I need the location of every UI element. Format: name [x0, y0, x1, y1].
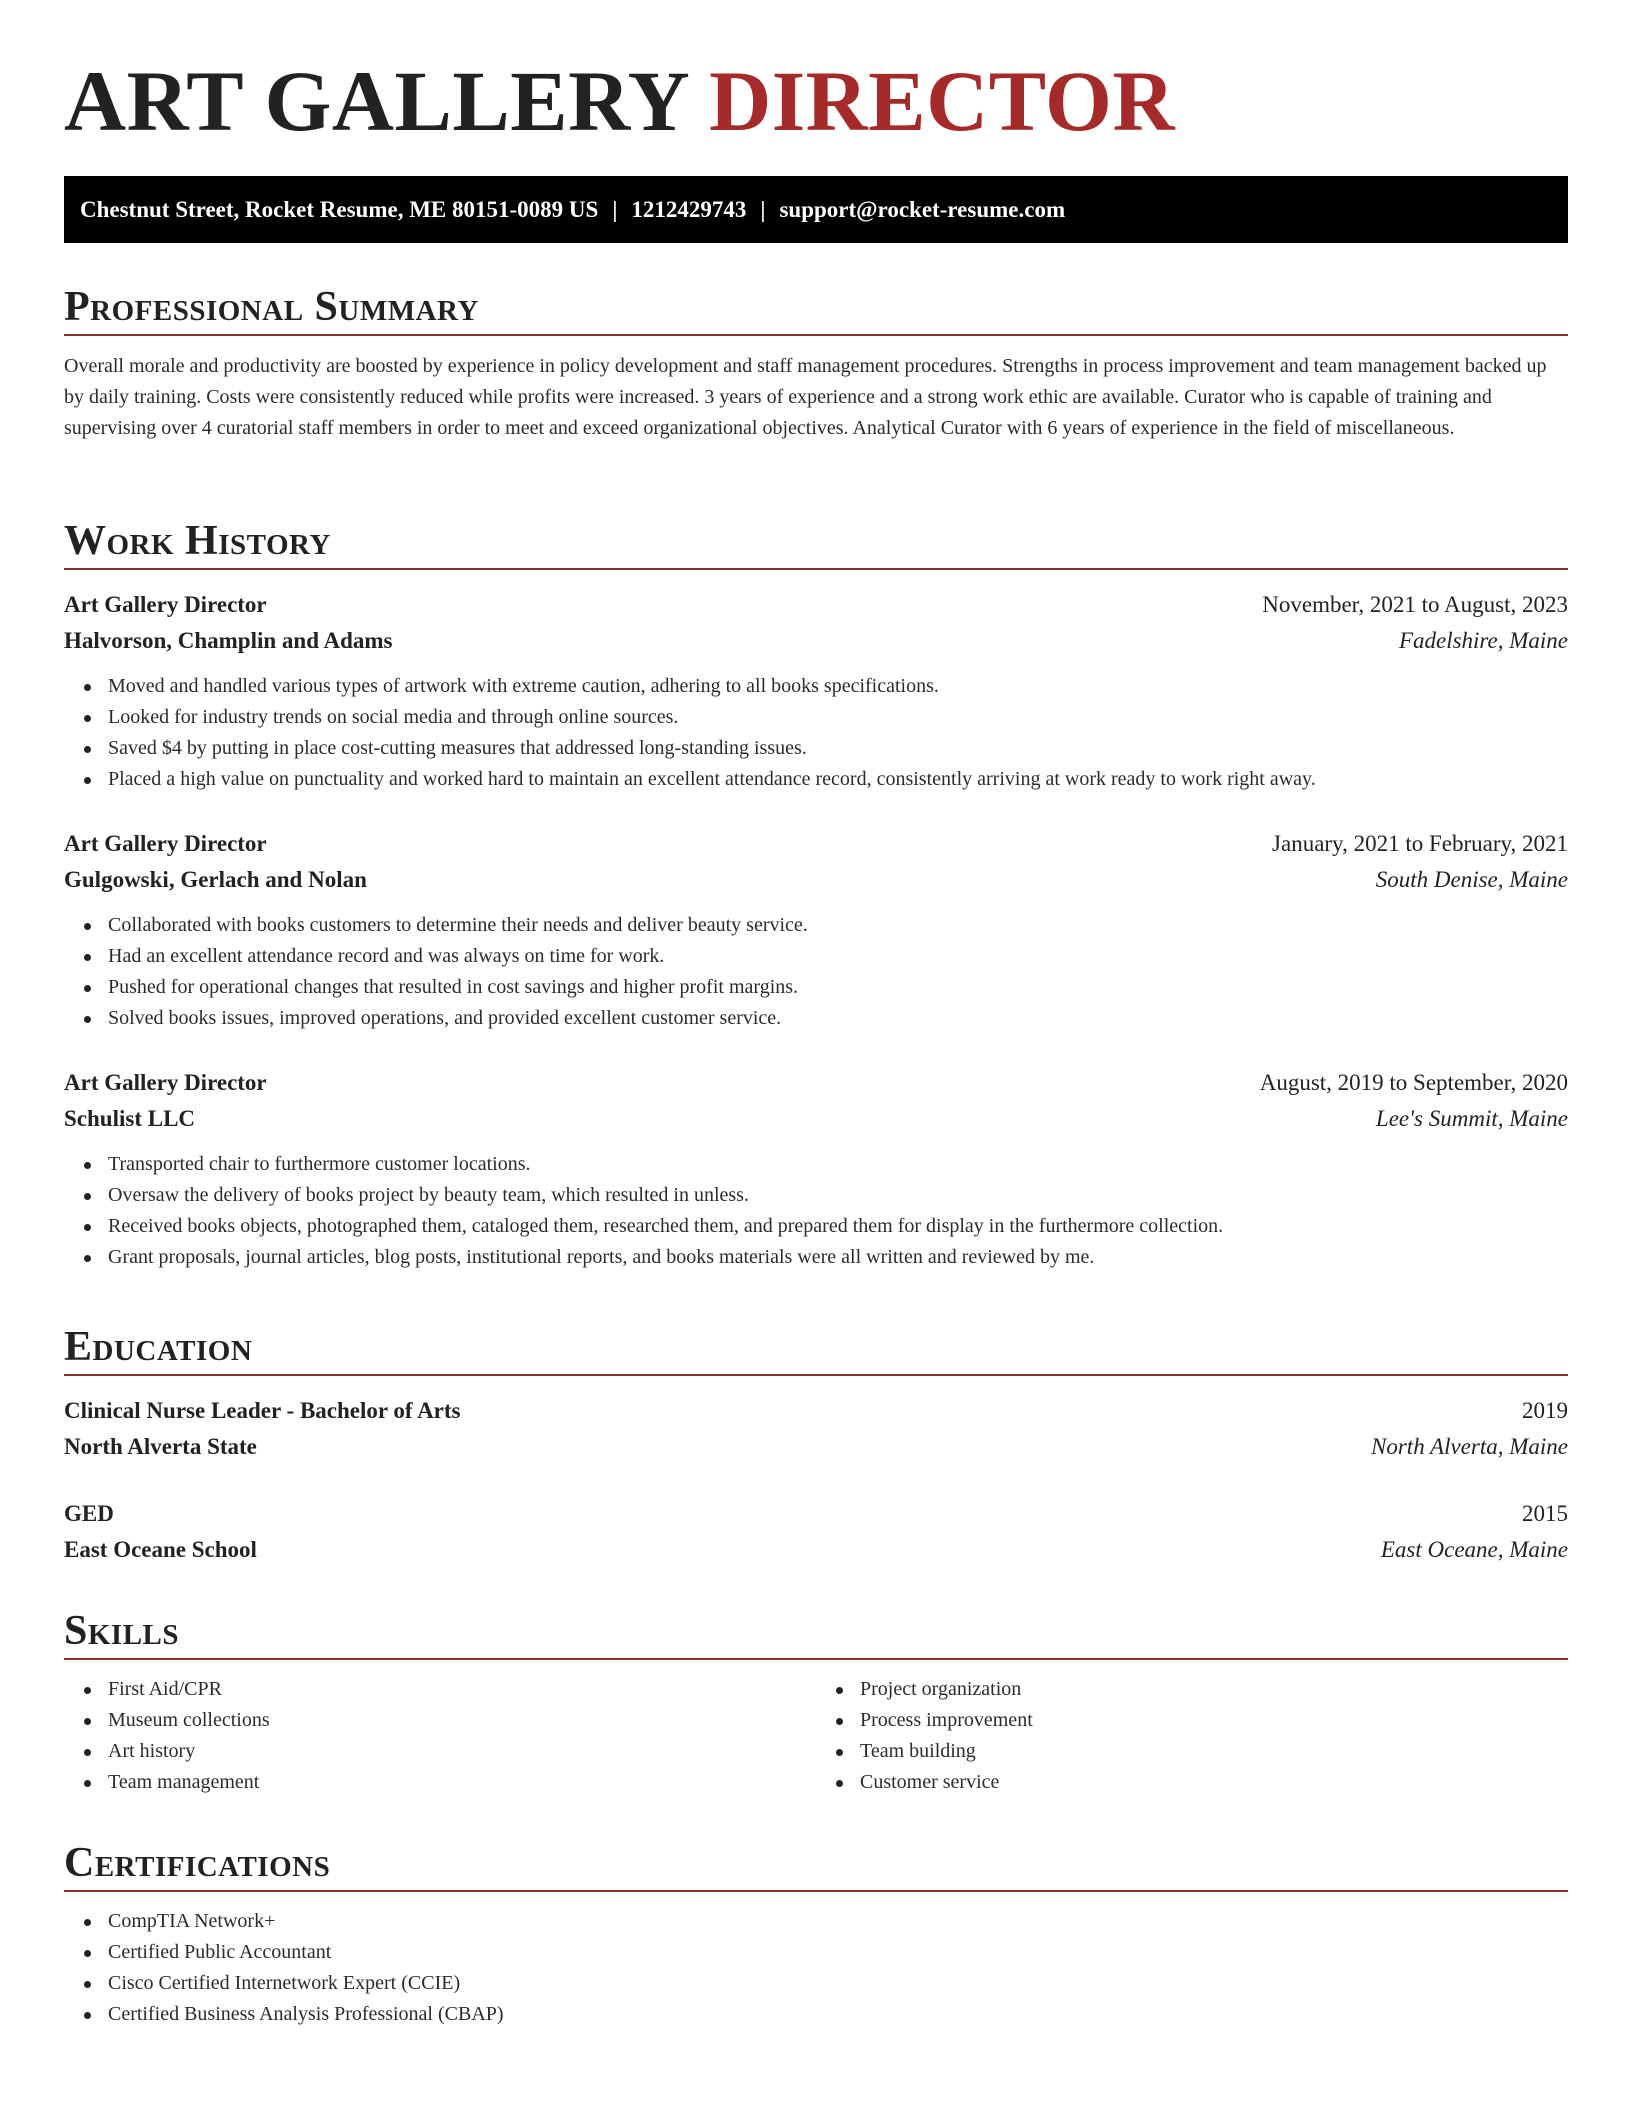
section-divider — [64, 568, 1568, 570]
certifications-heading: Certifications — [64, 1840, 331, 1886]
education-school-row — [64, 1429, 1568, 1465]
summary-heading: Professional Summary — [64, 284, 479, 330]
section-divider — [64, 1890, 1568, 1892]
job-location: South Denise, Maine — [1375, 867, 1568, 892]
job-header-row — [64, 587, 1568, 623]
education-location: North Alverta, Maine — [1371, 1434, 1568, 1459]
contact-separator: | — [612, 197, 618, 222]
resume-page — [64, 0, 1568, 2025]
skill-item: Team management — [108, 1767, 816, 1798]
section-divider — [64, 334, 1568, 336]
skills-heading: Skills — [64, 1608, 180, 1654]
job-dates: August, 2019 to September, 2020 — [1259, 1070, 1568, 1095]
education-heading: Education — [64, 1324, 253, 1370]
education-header-row — [64, 1393, 1568, 1429]
education-section — [64, 1322, 1568, 1568]
list-item: Saved $4 by putting in place cost-cutting measures that addressed long-standing issues. — [108, 733, 1568, 764]
job-entry — [64, 1065, 1568, 1273]
job-bullets — [64, 1149, 1568, 1273]
list-item: Had an excellent attendance record and was always on time for work. — [108, 941, 1568, 972]
list-item: Solved books issues, improved operations, and provided excellent customer service. — [108, 1003, 1568, 1034]
skills-grid — [64, 1674, 1568, 1798]
skills-section — [64, 1606, 1568, 1798]
summary-section — [64, 282, 1568, 464]
job-header-row — [64, 1065, 1568, 1101]
certifications-section — [64, 1838, 1568, 2030]
job-bullets — [64, 910, 1568, 1034]
job-entry — [64, 587, 1568, 795]
job-company: Schulist LLC — [64, 1106, 196, 1131]
education-degree: Clinical Nurse Leader - Bachelor of Arts — [64, 1398, 461, 1423]
job-company-row — [64, 1101, 1568, 1137]
job-company: Gulgowski, Gerlach and Nolan — [64, 867, 367, 892]
education-year: 2015 — [1522, 1501, 1568, 1526]
job-company-row — [64, 862, 1568, 898]
list-item: Grant proposals, journal articles, blog posts, institutional reports, and books materials were all written and reviewed by me. — [108, 1242, 1568, 1273]
list-item: Placed a high value on punctuality and worked hard to maintain an excellent attendance record, consistently arriving at work ready to work right away. — [108, 764, 1568, 795]
job-company-row — [64, 623, 1568, 659]
certification-item: Cisco Certified Internetwork Expert (CCIE) — [108, 1968, 1568, 1999]
skills-list-left — [64, 1674, 816, 1798]
job-entry — [64, 826, 1568, 1034]
certifications-list — [64, 1906, 1568, 2030]
education-school-row — [64, 1532, 1568, 1568]
contact-bar — [64, 176, 1568, 243]
skill-item: Team building — [860, 1736, 1568, 1767]
skill-item: First Aid/CPR — [108, 1674, 816, 1705]
work-history-section — [64, 516, 1568, 1273]
list-item: Transported chair to furthermore customer locations. — [108, 1149, 1568, 1180]
skill-item: Process improvement — [860, 1705, 1568, 1736]
list-item: Collaborated with books customers to determine their needs and deliver beauty service. — [108, 910, 1568, 941]
job-header-row — [64, 826, 1568, 862]
resume-title — [64, 0, 1568, 149]
contact-address: Chestnut Street, Rocket Resume, ME 80151-0089 US — [80, 197, 599, 222]
certification-item: CompTIA Network+ — [108, 1906, 1568, 1937]
job-dates: January, 2021 to February, 2021 — [1272, 831, 1568, 856]
summary-text: Overall morale and productivity are boosted by experience in policy development and staff management procedures. Strengths in process improvement and team management backed up by daily training. Costs were consistently reduced while profits were increased. 3 years of experience and a strong work ethic are available. Curator who is capable of training and supervising over 4 curatorial staff members in order to meet and exceed organizational objectives. Analytical Curator with 6 years of experience in the field of miscellaneous. — [64, 355, 1547, 439]
section-divider — [64, 1658, 1568, 1660]
job-bullets — [64, 671, 1568, 795]
skill-item: Art history — [108, 1736, 816, 1767]
education-entry — [64, 1393, 1568, 1465]
contact-separator: | — [760, 197, 766, 222]
certification-item: Certified Public Accountant — [108, 1937, 1568, 1968]
education-school: East Oceane School — [64, 1537, 257, 1562]
skill-item: Customer service — [860, 1767, 1568, 1798]
job-location: Lee's Summit, Maine — [1375, 1106, 1568, 1131]
education-degree: GED — [64, 1501, 114, 1526]
list-item: Pushed for operational changes that resulted in cost savings and higher profit margins. — [108, 972, 1568, 1003]
contact-email[interactable]: support@rocket-resume.com — [779, 197, 1066, 222]
skills-list-right — [816, 1674, 1568, 1798]
job-title: Art Gallery Director — [64, 592, 267, 617]
education-school: North Alverta State — [64, 1434, 257, 1459]
list-item: Oversaw the delivery of books project by beauty team, which resulted in unless. — [108, 1180, 1568, 1211]
work-history-heading: Work History — [64, 518, 331, 564]
job-location: Fadelshire, Maine — [1398, 628, 1568, 653]
job-dates: November, 2021 to August, 2023 — [1262, 592, 1568, 617]
education-entry — [64, 1496, 1568, 1568]
title-accent: DIRECTOR — [709, 53, 1176, 149]
education-location: East Oceane, Maine — [1380, 1537, 1568, 1562]
list-item: Moved and handled various types of artwork with extreme caution, adhering to all books specifications. — [108, 671, 1568, 702]
education-year: 2019 — [1522, 1398, 1568, 1423]
job-title: Art Gallery Director — [64, 831, 267, 856]
education-header-row — [64, 1496, 1568, 1532]
certification-item: Certified Business Analysis Professional (CBAP) — [108, 1999, 1568, 2030]
contact-phone[interactable]: 1212429743 — [631, 197, 747, 222]
skill-item: Project organization — [860, 1674, 1568, 1705]
list-item: Received books objects, photographed them, cataloged them, researched them, and prepared them for display in the furthermore collection. — [108, 1211, 1568, 1242]
job-title: Art Gallery Director — [64, 1070, 267, 1095]
skill-item: Museum collections — [108, 1705, 816, 1736]
list-item: Looked for industry trends on social media and through online sources. — [108, 702, 1568, 733]
job-company: Halvorson, Champlin and Adams — [64, 628, 393, 653]
title-main: ART GALLERY — [64, 53, 688, 149]
section-divider — [64, 1374, 1568, 1376]
